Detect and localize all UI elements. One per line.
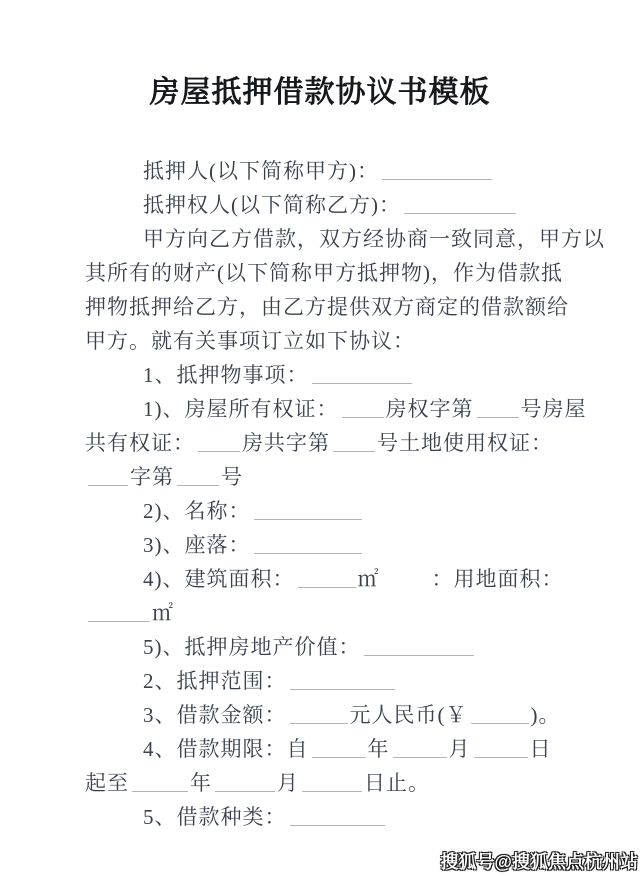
blank-field — [333, 431, 375, 452]
document-line — [85, 732, 580, 766]
blank-field — [382, 159, 492, 180]
line-text: ㎡ — [152, 601, 174, 625]
document-line — [85, 460, 580, 494]
line-text: 抵押人(以下简称甲方)： — [143, 159, 379, 183]
blank-field — [254, 533, 362, 554]
line-text: 年 — [367, 737, 390, 761]
blank-field — [474, 737, 528, 758]
blank-field — [312, 737, 366, 758]
document-line — [85, 256, 580, 290]
document-line — [85, 392, 587, 426]
line-text: 年 — [190, 771, 212, 795]
line-text: 元人民币(￥ — [349, 703, 468, 727]
line-text: 1)、房屋所有权证： — [143, 397, 339, 421]
line-text: 字第 — [130, 465, 174, 489]
blank-field — [215, 771, 275, 792]
document-line — [85, 698, 580, 732]
document-line — [85, 426, 580, 460]
line-text: 3、借款金额： — [143, 703, 287, 727]
blank-field — [471, 703, 529, 724]
blank-field — [393, 737, 447, 758]
line-text: )。 — [530, 703, 561, 727]
line-text: 甲方向乙方借款，双方经协商一致同意，甲方以 — [143, 227, 605, 251]
blank-field — [88, 601, 150, 622]
spacer — [380, 585, 432, 586]
line-text: 5)、抵押房地产价值： — [143, 635, 361, 659]
document-line — [85, 154, 580, 188]
document-line — [85, 222, 605, 256]
blank-field — [342, 397, 384, 418]
document-line — [85, 562, 580, 596]
document-body — [0, 154, 640, 834]
document-line — [85, 188, 580, 222]
document-line — [85, 766, 580, 800]
line-text: 号 — [221, 465, 243, 489]
line-text: 1、抵押物事项： — [143, 363, 309, 387]
blank-field — [254, 499, 362, 520]
line-text: 2、抵押范围： — [143, 669, 287, 693]
line-text: 押物抵押给乙方，由乙方提供双方商定的借款额给 — [85, 295, 569, 319]
blank-field — [290, 669, 395, 690]
line-text: 其所有的财产(以下简称甲方抵押物)，作为借款抵 — [85, 261, 563, 285]
document-line — [85, 800, 580, 834]
blank-field — [290, 703, 348, 724]
document-line — [85, 596, 580, 630]
line-text: 共有权证： — [85, 431, 195, 455]
line-text: ㎡ — [357, 567, 380, 591]
blank-field — [312, 363, 412, 384]
line-text: 4、借款期限：自 — [143, 737, 309, 761]
document-line — [85, 324, 580, 358]
document-title: 房屋抵押借款协议书模板 — [149, 76, 491, 109]
document-line — [85, 290, 580, 324]
line-text: 2)、名称： — [143, 499, 251, 523]
line-text: 4)、建筑面积： — [143, 567, 295, 591]
line-text: 日止。 — [364, 771, 430, 795]
document-line — [85, 494, 580, 528]
blank-field — [364, 635, 474, 656]
line-text: 日 — [529, 737, 552, 761]
line-text: ：用地面积： — [431, 567, 564, 591]
document-line — [85, 664, 580, 698]
line-text: 起至 — [85, 771, 129, 795]
line-text: 月 — [277, 771, 299, 795]
blank-field — [88, 465, 128, 486]
blank-field — [198, 431, 240, 452]
blank-field — [132, 771, 188, 792]
blank-field — [298, 567, 356, 588]
line-text: 号房屋 — [520, 397, 587, 421]
line-text: 5、借款种类： — [143, 805, 287, 829]
line-text: 房共字第 — [242, 431, 330, 455]
blank-field — [290, 805, 385, 826]
document-line — [85, 358, 580, 392]
blank-field — [477, 397, 519, 418]
line-text: 甲方。就有关事项订立如下协议： — [85, 329, 415, 353]
line-text: 号土地使用权证： — [377, 431, 553, 455]
blank-field — [404, 193, 516, 214]
line-text: 月 — [448, 737, 471, 761]
watermark: 搜狐号@搜狐焦点杭州站 — [440, 852, 638, 872]
line-text: 抵押权人(以下简称乙方)： — [143, 193, 401, 217]
line-text: 3)、座落： — [143, 533, 251, 557]
document-line — [85, 630, 580, 664]
document-line — [85, 528, 580, 562]
line-text: 房权字第 — [385, 397, 474, 421]
blank-field — [177, 465, 219, 486]
blank-field — [302, 771, 362, 792]
